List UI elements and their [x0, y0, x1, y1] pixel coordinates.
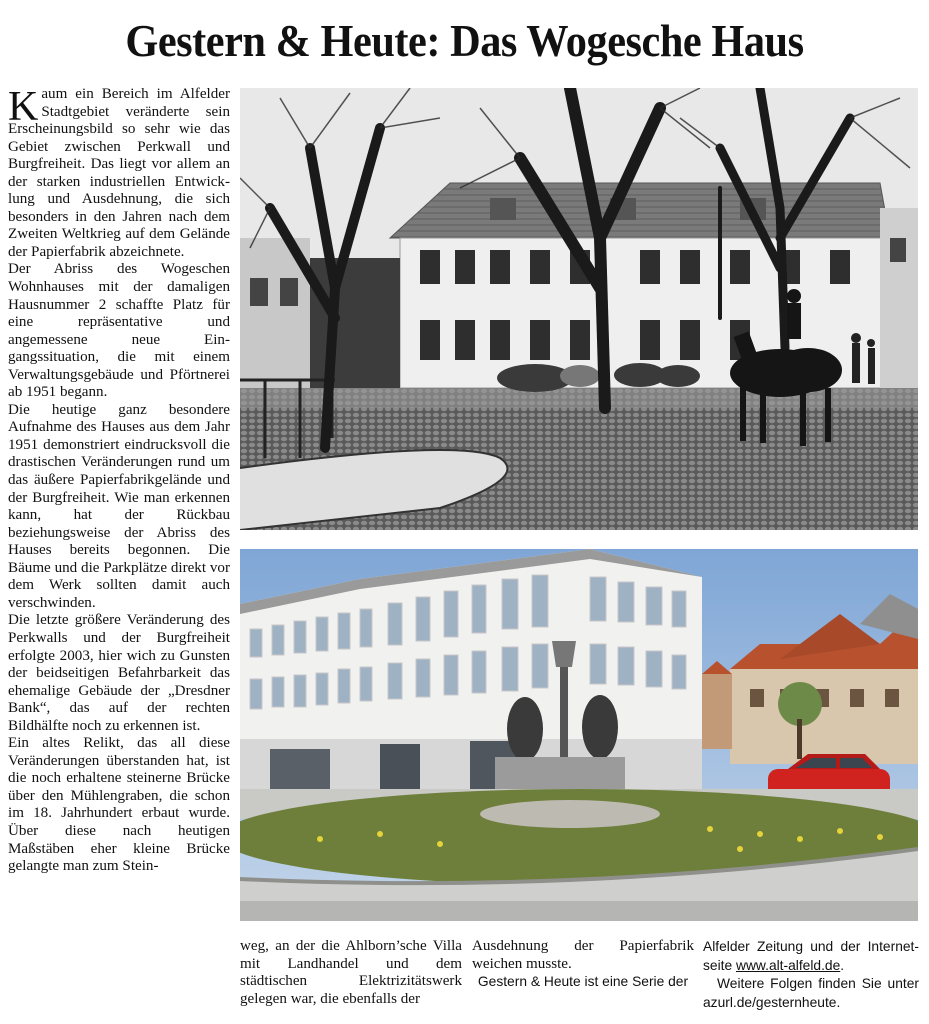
paragraph-1-text: aum ein Bereich im Alfelder Stadtgebiet veränderte sein Erscheinungsbild so sehr wie das Gebiet zwischen Perkwall und Burgfreiheit. Das liegt vor allem an der starken industriellen Entwicklung und Ausdehnung, die sich besonders in den Jahren nach dem Zweiten Weltkrieg auf dem Gelände der Papierfabrik abzeichnete. — [8, 86, 230, 260]
column-2-text: weg, an der die Ahlborn’sche Villa mit Landhandel und dem städtischen Elektrizitätswerk gelegen war, die ebenfalls der — [240, 938, 462, 1007]
article-column-2 — [240, 938, 462, 1008]
paragraph-4: Die letzte größere Veränderung des Perkwalls und der Burgfreiheit erfolgte 2003, hier wich zu Gunsten der beidseitigen Befahrbarkeit das ehemalige Gebäude der „Dresdner Bank“, das auf der rechten Bildhälfte noch zu erkennen ist. — [8, 612, 230, 734]
article-column-1 — [8, 86, 230, 876]
series-note: Gestern & Heute ist eine Serie der — [477, 974, 689, 989]
historic-photo — [240, 88, 918, 530]
dropcap: K — [8, 84, 39, 130]
website-link[interactable]: www.alt-alfeld.de — [735, 957, 841, 973]
series-note-text: Alfelder Zeitung und der Internetseite — [703, 939, 919, 973]
paragraph-5: Ein altes Relikt, das all diese Veränderungen überstanden hat, ist die noch erhaltene steinerne Brücke über den Mühlengraben, die schon im 18. Jahrhundert erbaut wurde. Über diese nach heutigen Maßstäben eher kleine Brücke gelangte man zum Stein- — [8, 735, 230, 875]
modern-photo — [240, 549, 918, 921]
article-column-3 — [472, 938, 694, 991]
column-3-text: Ausdehnung der Papierfabrik weichen musste. — [472, 938, 694, 972]
headline: Gestern & Heute: Das Wogesche Haus — [125, 15, 804, 66]
paragraph-2: Der Abriss des Wogeschen Wohnhauses mit der damaligen Hausnummer 2 schaffte Platz für eine repräsentative und angemessene neue Eingangssituation, die mit einem Verwaltungsgebäude und Pförtnerei ab 1951 begann. — [8, 261, 230, 401]
series-note-period: . — [840, 957, 845, 973]
article-column-4 — [703, 938, 919, 1012]
series-note-continued — [703, 938, 919, 975]
paragraph-1 — [8, 86, 230, 261]
more-episodes-note: Weitere Folgen finden Sie unter azurl.de/gesternheute. — [703, 976, 919, 1010]
paragraph-3: Die heutige ganz besondere Aufnahme des Hauses aus dem Jahr 1951 demonstriert eindrucksvoll die drastischen Veränderungen rund um das äußere Papierfabrikgelände und der Burgfreiheit. Wie man erkennen kann, hat der Rückbau beziehungsweise der Abriss des Hauses bereits begonnen. Die Bäume und die Parkplätze direkt vor dem Werk sollten damit auch verschwinden. — [8, 401, 230, 611]
